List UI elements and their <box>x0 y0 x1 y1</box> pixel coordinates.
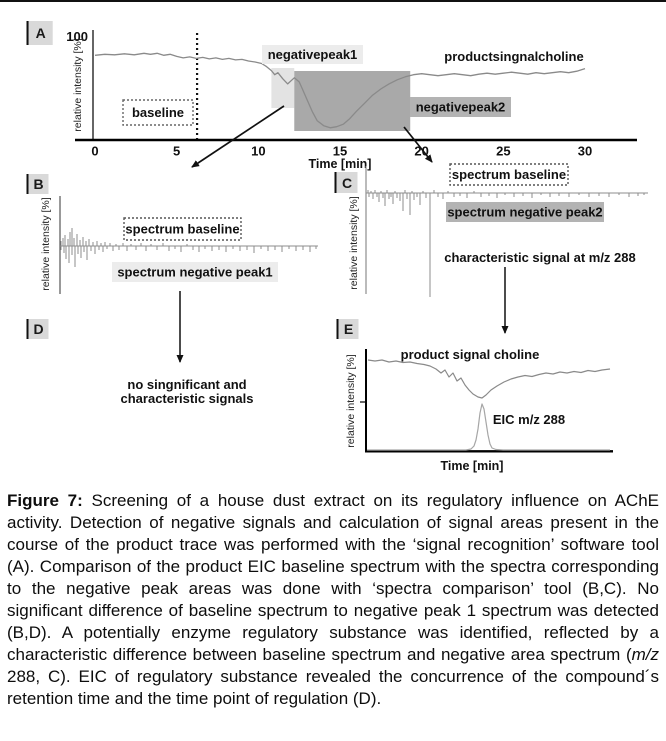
a-negativepeak2-label: negativepeak2 <box>415 99 506 115</box>
c-ylabel: relative intensity [%] <box>348 196 360 290</box>
b-ylabel: relative intensity [%] <box>40 197 52 291</box>
c-negative-peak2-label: spectrum negative peak2 <box>447 204 603 220</box>
panel-a-label-border <box>27 21 29 45</box>
panel-d-letter: D <box>33 321 44 337</box>
region-negative-peak2 <box>294 71 410 131</box>
panel-e-label-border <box>337 319 339 339</box>
e-ylabel: relative intensity [%] <box>345 354 357 448</box>
panel-a-letter: A <box>35 25 46 41</box>
trace-e-choline <box>368 360 610 398</box>
e-product-trace-label: product signal choline <box>400 347 540 362</box>
a-baseline-label: baseline <box>131 105 185 120</box>
panel-d <box>27 319 254 406</box>
top-rule <box>0 0 666 2</box>
e-eic-label: EIC m/z 288 <box>492 412 566 427</box>
a-xtick-15: 15 <box>332 143 348 159</box>
figure-caption: Figure 7: Screening of a house dust extract on its regulatory influence on AChE activity. Detection of negative signals and calculation of signal areas present in the course of the product trace was performed with the ‘signal recognition’ software tool (A). Comparison of the product EIC baseline spectrum with the spectra corresponding to the negative peak areas was done with ‘spectra comparison’ tool (B,C). No significant difference of baseline spectrum to negative peak 1 spectrum was detected (B,D). A potentially enzyme regulatory substance was identified, reflected by a characteristic difference between baseline spectrum and negative area spectrum (m/z 288, C). EIC of regulatory substance revealed the concurrence of the compound´s retention time and the time point of regulation (D). <box>7 491 659 708</box>
c-baseline-label: spectrum baseline <box>451 167 567 182</box>
b-negative-peak1-label: spectrum negative peak1 <box>117 264 273 280</box>
a-xtick-30: 30 <box>577 143 593 159</box>
a-negativepeak1-label: negativepeak1 <box>267 47 358 62</box>
d-result-line2: characteristic signals <box>120 391 254 406</box>
panel-a <box>27 21 638 171</box>
panel-c-label-border <box>335 172 337 193</box>
d-result-line1: no singnificant and <box>127 377 247 392</box>
arrow-a-to-b <box>192 106 284 167</box>
panel-c <box>335 164 649 297</box>
a-xtick-20: 20 <box>414 143 429 159</box>
e-xlabel: Time [min] <box>440 459 504 473</box>
a-xtick-25: 25 <box>496 143 511 159</box>
a-ytick-100: 100 <box>66 29 88 44</box>
c-characteristic-label: characteristic signal at m/z 288 <box>444 250 636 265</box>
panel-b-letter: B <box>33 176 44 192</box>
a-product-trace-label: productsingnalcholine <box>444 49 584 64</box>
trace-e-eic <box>367 404 610 450</box>
a-xtick-5: 5 <box>173 143 181 159</box>
a-ylabel: relative intensity [%] <box>72 38 84 132</box>
panel-e-letter: E <box>343 321 354 337</box>
a-xlabel: Time [min] <box>308 157 372 171</box>
panel-b-label-border <box>27 174 29 194</box>
panel-e <box>337 319 614 473</box>
panel-c-letter: C <box>341 175 353 191</box>
a-xtick-10: 10 <box>251 143 266 159</box>
b-baseline-label: spectrum baseline <box>125 221 240 237</box>
a-xtick-0: 0 <box>91 143 99 159</box>
panel-b <box>27 174 319 294</box>
panel-d-label-border <box>27 319 29 339</box>
